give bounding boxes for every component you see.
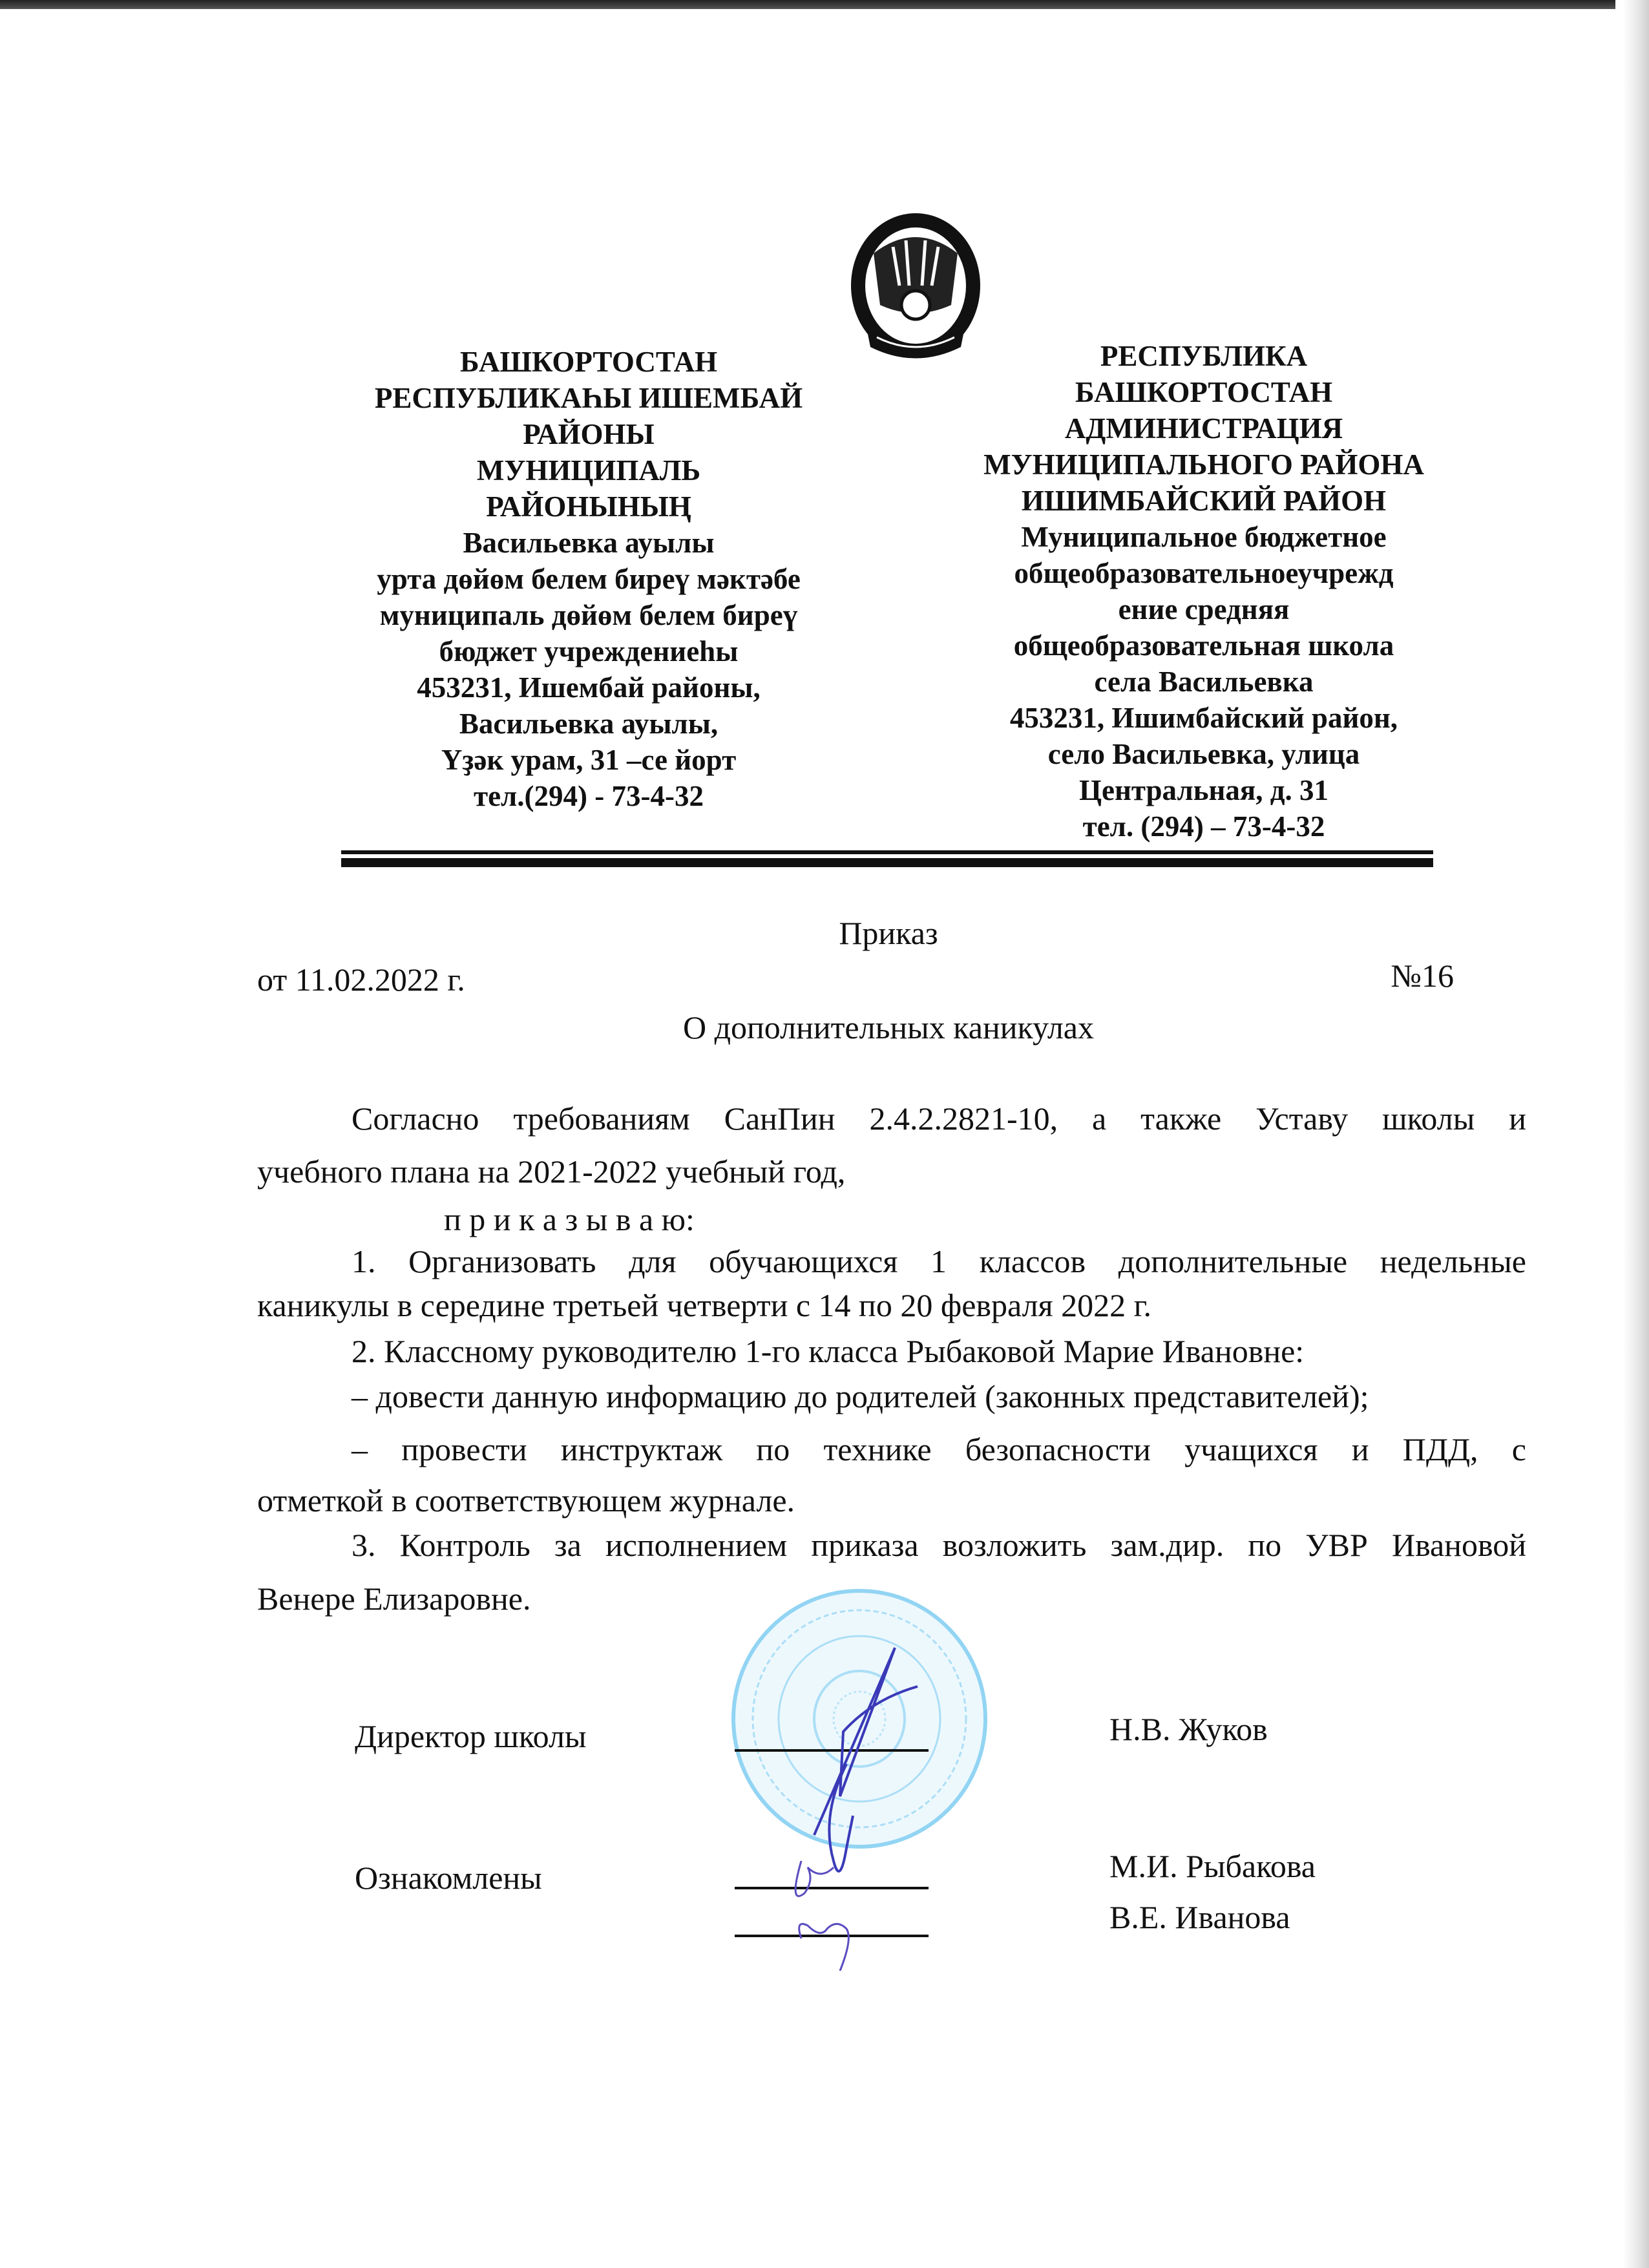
header-right-line: МУНИЦИПАЛЬНОГО РАЙОНА — [983, 448, 1424, 481]
header-left-line: РЕСПУБЛИКАҺЫ ИШЕМБАЙ — [374, 382, 803, 414]
handwritten-signatures — [743, 1635, 969, 1971]
header-right-line: РЕСПУБЛИКА — [1100, 340, 1308, 372]
header-left-line: урта дөйөм белем биреү мәктәбе — [377, 563, 801, 595]
header-left-line: БАШКОРТОСТАН — [459, 346, 718, 378]
header-left-line: муниципаль дөйөм белем биреү — [379, 599, 798, 631]
header-right-line: общеобразовательная школа — [1013, 629, 1394, 662]
header-right-line: ИШИМБАЙСКИЙ РАЙОН — [1021, 485, 1387, 517]
item-2-dash-2: – провести инструктаж по технике безопасности учащихся и ПДД, с — [352, 1431, 1526, 1467]
header-right-line: АДМИНИСТРАЦИЯ — [1064, 412, 1343, 445]
item-1-line: каникулы в середине третьей четверти с 14 по 20 февраля 2022 г. — [257, 1287, 1151, 1323]
header-left-line: РАЙОНЫНЫҢ — [486, 490, 691, 523]
header-left-line: 453231, Ишембай районы, — [417, 671, 761, 704]
header-left-line: Үҙәк урам, 31 –се йорт — [441, 744, 737, 776]
item-2: 2. Классному руководителю 1-го класса Рыбаковой Марие Ивановне: — [352, 1333, 1305, 1369]
header-left-line: РАЙОНЫ — [523, 418, 655, 450]
header-right-line: общеобразовательноеучрежд — [1014, 557, 1394, 589]
order-word: п р и к а з ы в а ю: — [444, 1201, 695, 1237]
item-2-dash-2: отметкой в соответствующем журнале. — [257, 1482, 795, 1518]
header-right-line: ение средняя — [1118, 593, 1290, 625]
acquainted-name: М.И. Рыбакова — [1109, 1848, 1316, 1884]
acquainted-name: В.Е. Иванова — [1109, 1899, 1290, 1935]
item-1-line: 1. Организовать для обучающихся 1 классов дополнительные недельные — [352, 1243, 1526, 1279]
header-left-line: тел.(294) - 73-4-32 — [473, 780, 704, 812]
item-3-line: 3. Контроль за исполнением приказа возложить зам.дир. по УВР Ивановой — [352, 1527, 1526, 1563]
order-number: №16 — [1391, 958, 1454, 994]
order-title: О дополнительных каникулах — [682, 1009, 1095, 1045]
header-left-line: МУНИЦИПАЛЬ — [476, 454, 701, 487]
scan-edge-top — [0, 0, 1615, 9]
header-right-line: тел. (294) – 73-4-32 — [1082, 810, 1325, 843]
director-label: Директор школы — [355, 1718, 587, 1754]
header-right-line: село Васильевка, улица — [1047, 738, 1360, 770]
doc-type: Приказ — [839, 915, 938, 951]
item-2-dash-1: – довести данную информацию до родителей (законных представителей); — [352, 1378, 1369, 1414]
acquainted-label: Ознакомлены — [355, 1860, 542, 1896]
header-left-line: Васильевка ауылы, — [459, 708, 719, 740]
header-right-line: БАШКОРТОСТАН — [1075, 376, 1333, 408]
item-3-line: Венере Елизаровне. — [257, 1580, 531, 1617]
director-name: Н.В. Жуков — [1109, 1711, 1268, 1747]
header-right-line: Муниципальное бюджетное — [1021, 521, 1387, 553]
header-right-line: Центральная, д. 31 — [1078, 774, 1329, 806]
header-right-line: села Васильевка — [1094, 666, 1314, 698]
header-left-line: бюджет учреждениеһы — [439, 635, 739, 667]
header-divider-thick — [341, 858, 1433, 867]
body-paragraph-line: Согласно требованиям СанПин 2.4.2.2821-10, а также Уставу школы и — [352, 1100, 1526, 1137]
header-left-line: Васильевка ауылы — [463, 527, 715, 559]
scan-edge-right — [1623, 0, 1649, 2268]
header-divider-thin — [341, 850, 1433, 854]
header-left-bashkir — [298, 344, 879, 814]
header-right-line: 453231, Ишимбайский район, — [1009, 702, 1398, 734]
order-date: от 11.02.2022 г. — [257, 961, 465, 998]
body-paragraph-line: учебного плана на 2021-2022 учебный год, — [257, 1153, 846, 1190]
header-right-russian — [913, 338, 1495, 845]
